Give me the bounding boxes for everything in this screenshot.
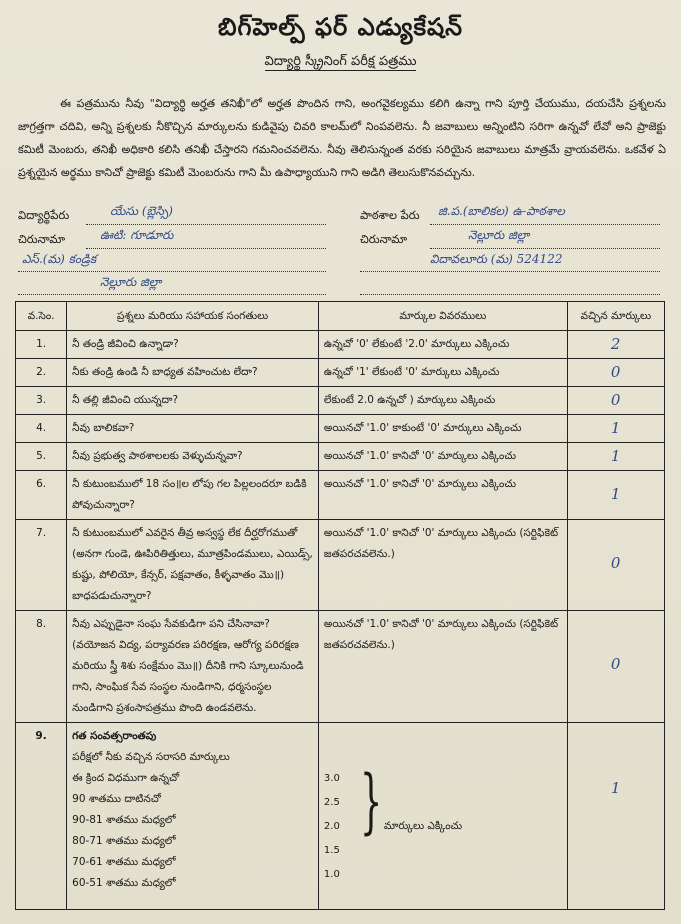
row9-line: 80-71 శాతము మధ్యలో — [72, 835, 176, 847]
header-serial: వ.సెం. — [16, 302, 67, 331]
row-marks-value[interactable]: 0 — [610, 363, 621, 381]
school-address-line-2 — [360, 271, 660, 272]
table-row — [16, 331, 665, 359]
row9-line: ఈ క్రింద విధముగా ఉన్నచో — [72, 772, 180, 784]
address-value-3[interactable]: నెల్లూరు జిల్లా — [100, 275, 162, 289]
row-rule: అయినచో '1.0' కానిచో '0' మార్కులు ఎక్కించు — [318, 471, 567, 520]
row-question: నీ తల్లి జీవించి యున్నదా? — [67, 387, 319, 415]
address-label: చిరునామా — [18, 232, 66, 246]
header-marks: వచ్చిన మార్కులు — [567, 302, 664, 331]
row-question: నీకు తండ్రి ఉండి నీ బాధ్యత వహించుట లేదా? — [67, 359, 319, 387]
row-number: 9. — [16, 723, 67, 910]
instructions-paragraph — [18, 92, 666, 184]
row-marks-cell[interactable] — [567, 723, 664, 910]
row9-value: 2.0 — [323, 821, 340, 832]
address-value-1[interactable]: ఊటి: గూడూరు — [100, 228, 174, 242]
row-rule: ఉన్నచో '0' లేకుంటే '2.0' మార్కులు ఎక్కించు — [318, 331, 567, 359]
school-name-line — [430, 224, 660, 225]
row-rule: లేకుంటే 2.0 ఉన్నచో ) మార్కులు ఎక్కించు — [318, 387, 567, 415]
form-subtitle-text: విద్యార్థి స్క్రీనింగ్ పరీక్ష పత్రము — [264, 54, 417, 69]
row-marks-value[interactable]: 1 — [610, 419, 621, 437]
student-name-line — [86, 224, 326, 225]
row-number: 4. — [16, 415, 67, 443]
table-row — [16, 471, 665, 520]
row-rule — [318, 723, 567, 910]
row-marks-value[interactable]: 0 — [610, 554, 621, 572]
row9-value: 2.5 — [323, 797, 340, 808]
row-rule: అయినచో '1.0' కాకుంటే '0' మార్కులు ఎక్కించు — [318, 415, 567, 443]
table-row — [16, 387, 665, 415]
row-question — [67, 723, 319, 910]
row-question: నీవు ప్రభుత్వ పాఠశాలలకు వెళ్ళుచున్నవా? — [67, 443, 319, 471]
school-address-line-1 — [430, 248, 660, 249]
table-row — [16, 359, 665, 387]
table-row — [16, 611, 665, 723]
row-question: నీవు బాలికవా? — [67, 415, 319, 443]
school-address-value-2[interactable]: విదావలూరు (మ) 524122 — [430, 252, 563, 266]
row-number: 1. — [16, 331, 67, 359]
row-rule: అయినచో '1.0' కానిచో '0' మార్కులు ఎక్కించు (సర్టిఫికెట్ జతపరచవలెను.) — [318, 520, 567, 611]
form-subtitle — [0, 54, 681, 72]
row-number: 5. — [16, 443, 67, 471]
address-value-2[interactable]: ఎస్.(మ) కండ్రిక — [22, 252, 97, 266]
school-address-line-3 — [360, 294, 660, 295]
row-question: నీ తండ్రి జీవించి ఉన్నాడా? — [67, 331, 319, 359]
school-address-value-1[interactable]: నెల్లూరు జిల్లా — [468, 228, 530, 242]
row-number: 3. — [16, 387, 67, 415]
table-row — [16, 415, 665, 443]
row-marks-cell[interactable] — [567, 331, 664, 359]
row9-line: 90 శాతము దాటినచో — [72, 793, 161, 805]
row-marks-value[interactable]: 2 — [610, 335, 621, 353]
row9-line: 60-51 శాతము మధ్యలో — [72, 877, 176, 889]
row-rule: అయినచో '1.0' కానిచో '0' మార్కులు ఎక్కించు — [318, 443, 567, 471]
row9-value: 3.0 — [323, 773, 340, 784]
row-marks-cell[interactable] — [567, 611, 664, 723]
student-name-value[interactable]: యేసు (బ్లెస్సి) — [110, 204, 173, 218]
header-rule: మార్కుల వివరములు — [318, 302, 567, 331]
address-line-3 — [18, 294, 326, 295]
row-question: నీ కుటుంబములో 18 సం॥ల లోపు గల పిల్లలందరూ బడికి పోవుచున్నారా? — [67, 471, 319, 520]
row-marks-value[interactable]: 0 — [610, 391, 621, 409]
school-name-value[interactable]: జి.ప.(బాలికల) ఉ-పాఠశాల — [438, 204, 565, 218]
row9-title: గత సంవత్సరాంతపు — [72, 730, 157, 742]
address-line-1 — [86, 248, 326, 249]
row-number: 8. — [16, 611, 67, 723]
row-marks-value[interactable]: 1 — [610, 485, 621, 503]
row9-value: 1.0 — [323, 869, 340, 880]
row-marks-cell[interactable] — [567, 387, 664, 415]
row9-line: పరీక్షలో నీకు వచ్చిన సరాసరి మార్కులు — [72, 751, 230, 763]
row-marks-value[interactable]: 1 — [610, 447, 621, 465]
row-number: 2. — [16, 359, 67, 387]
row-rule: ఉన్నచో '1' లేకుంటే '0' మార్కులు ఎక్కించు — [318, 359, 567, 387]
row9-value: 1.5 — [323, 845, 340, 856]
row-number: 7. — [16, 520, 67, 611]
address-line-2 — [18, 271, 326, 272]
header-question: ప్రశ్నలు మరియు సహాయక సంగతులు — [67, 302, 319, 331]
table-row — [16, 520, 665, 611]
instructions-text: ఈ పత్రమును నీవు "విద్యార్థి అర్హత తనిఖీ"లో అర్హత పొందిన గాని, అంగవైకల్యము కలిగి ఉన్నా గాని పూర్తి చేయుము, దయచేసి ప్రశ్నలను జాగ్రత్తగా చదివి, అన్ని ప్రశ్నలకు నీకొచ్చిన మార్కులను కుడివైపు చివరి కాలమ్‌లో నింపవలెను. నీ జవాబులు అన్నింటిని సరిగా ఉన్నవో లేవో అని ప్రాజెక్టు కమిటీ మెంబరు, తనిఖీ అధికారి కలిసి తనిఖీ చేస్తారని గమనించవలెను. నీవు తెలిసున్నంత వరకు సరియైన జవాబులు మాత్రమే వ్రాయవలెను. ఒకవేళ ఏ ప్రశ్నయైన అర్థము కానిచో ప్రాజెక్టు కమిటీ మెంబరును గాని మీ ఉపాధ్యాయుని గాని అడిగి తెలుసుకొనవచ్చును. — [18, 97, 666, 179]
school-address-label: చిరునామా — [360, 232, 408, 246]
row-rule: అయినచో '1.0' కానిచో '0' మార్కులు ఎక్కించు (సర్టిఫికెట్ జతపరచవలెను.) — [318, 611, 567, 723]
row-marks-value[interactable]: 1 — [610, 779, 621, 797]
table-row — [16, 443, 665, 471]
row9-line: 90-81 శాతము మధ్యలో — [72, 814, 176, 826]
screening-table — [15, 301, 665, 910]
row-marks-cell[interactable] — [567, 415, 664, 443]
row-marks-cell[interactable] — [567, 443, 664, 471]
table-row — [16, 723, 665, 910]
row9-scale — [324, 726, 562, 906]
table-header-row — [16, 302, 665, 331]
row-question: నీ కుటుంబములో ఎవరైన తీవ్ర అస్వస్థ లేక దీర్ఘరోగముతో (అనగా గుండె, ఊపిరితిత్తులు, మూత్రపిండములు, ఎయిడ్స్, కుష్టు, పోలియో, కేన్సర్, పక్షవాతం, కీళ్ళవాతం మొ॥) బాధపడుచున్నారా? — [67, 520, 319, 611]
row-marks-value[interactable]: 0 — [610, 655, 621, 673]
row-marks-cell[interactable] — [567, 471, 664, 520]
row9-rule: మార్కులు ఎక్కించు — [383, 820, 463, 832]
form-title: బిగ్‌హెల్ప్ ఫర్ ఎడ్యుకేషన్ — [218, 12, 463, 41]
row-marks-cell[interactable] — [567, 359, 664, 387]
row-marks-cell[interactable] — [567, 520, 664, 611]
curly-brace-icon: } — [359, 760, 383, 842]
school-name-label: పాఠశాల పేరు — [360, 208, 420, 222]
student-name-label: విద్యార్థిపేరు — [18, 208, 70, 222]
row-question: నీవు ఎప్పుడైనా సంఘ సేవకుడిగా పని చేసినావా? (వయోజన విద్య, పర్యావరణ పరిరక్షణ, ఆరోగ్య పరిరక్షణ మరియు స్త్రీ శిశు సంక్షేమం మొ॥) దీనికి గాని స్కూలునుండి గాని, సాంఘిక సేవ సంస్థల నుండిగాని, ధర్మసంస్థల నుండిగాని ప్రశంసాపత్రము పొంది ఉండవలెను. — [67, 611, 319, 723]
row9-line: 70-61 శాతము మధ్యలో — [72, 856, 176, 868]
row-number: 6. — [16, 471, 67, 520]
